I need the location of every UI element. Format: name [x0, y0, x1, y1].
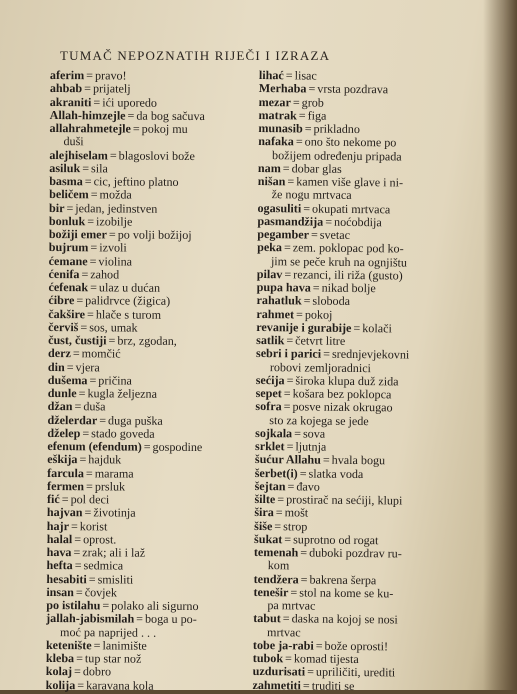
entry-continuation: duši: [63, 134, 84, 149]
entry-definition: posve nizak okrugao: [292, 399, 393, 415]
entry-definition: sloboda: [312, 293, 351, 309]
equals-sign: =: [76, 651, 83, 666]
equals-sign: =: [79, 452, 87, 467]
equals-sign: =: [295, 134, 303, 149]
entry-term: tendžera: [253, 571, 299, 586]
entry-term: Allah-himzejle: [49, 107, 126, 123]
entry-definition: pričina: [98, 373, 132, 388]
entry-definition: pol deci: [70, 492, 110, 507]
equals-sign: =: [303, 200, 311, 216]
equals-sign: =: [75, 584, 83, 599]
equals-sign: =: [315, 638, 323, 653]
entry-term: eškija: [47, 452, 78, 467]
entry-term: ogasuliti: [257, 200, 302, 215]
entry-definition: sedmica: [83, 558, 124, 573]
entry-term: efenum (efendum): [47, 438, 142, 454]
equals-sign: =: [89, 373, 97, 388]
equals-sign: =: [286, 439, 294, 454]
equals-sign: =: [285, 651, 292, 666]
entry-term: pasmandžija: [257, 213, 324, 229]
entry-term: allahrahmetejle: [49, 120, 131, 136]
entry-definition: četvrt litre: [295, 333, 346, 348]
entry-definition: vrsta pozdrava: [317, 81, 389, 97]
entry-term: božiji emer: [48, 226, 107, 242]
equals-sign: =: [283, 386, 291, 401]
entry-term: farcula: [47, 465, 84, 480]
entry-term: tenešir: [253, 584, 289, 600]
entry-definition: stado goveda: [91, 426, 155, 441]
entry-term: hajr: [46, 518, 70, 533]
entry-definition: ljutnja: [295, 439, 327, 454]
entry-term: šejtan: [254, 478, 286, 494]
equals-sign: =: [307, 664, 315, 679]
entry-definition: izvoli: [99, 240, 127, 255]
entry-term: satlik: [256, 332, 285, 348]
entry-continuation: mrtvac: [267, 624, 301, 639]
equals-sign: =: [90, 280, 97, 295]
entry-definition: hajduk: [88, 452, 122, 467]
equals-sign: =: [82, 425, 90, 441]
entry-definition: polako ali sigurno: [111, 598, 199, 614]
entry-term: temenah: [253, 544, 299, 560]
entry-term: uzdurisati: [252, 664, 306, 679]
entry-continuation: sto za kojega se jede: [269, 412, 369, 428]
entry-continuation: božijem određenju pripada: [272, 147, 402, 163]
entry-definition: duga puška: [108, 412, 163, 428]
entry-term: basma: [49, 173, 83, 189]
entry-definition: hvala bogu: [331, 453, 386, 468]
entry-definition: mošt: [284, 505, 309, 520]
entry-definition: zem. poklopac pod ko-: [292, 240, 404, 256]
entry-definition: violina: [98, 253, 133, 269]
entry-term: sofra: [255, 399, 282, 414]
entry-term: insan: [46, 584, 74, 599]
entry-term: bujrum: [48, 240, 89, 255]
entry-definition: oprost.: [83, 531, 117, 547]
entry-term: srklet: [254, 438, 285, 454]
entry-continuation: moć pa naprijed . . .: [60, 624, 157, 640]
equals-sign: =: [325, 214, 333, 229]
equals-sign: =: [72, 346, 80, 361]
entry-term: akraniti: [49, 94, 92, 109]
entry-definition: pokoj mu: [141, 121, 188, 136]
equals-sign: =: [78, 386, 86, 401]
equals-sign: =: [80, 319, 88, 335]
entry-definition: životinja: [93, 505, 136, 520]
equals-sign: =: [283, 399, 291, 414]
entry-term: kleba: [45, 650, 75, 666]
glossary-entry: [252, 678, 460, 693]
entry-definition: prikladno: [313, 121, 361, 137]
entry-definition: grob: [301, 94, 324, 110]
equals-sign: =: [143, 439, 151, 454]
entry-definition: hlače s turom: [95, 306, 162, 322]
entry-definition: korist: [79, 518, 108, 533]
equals-sign: =: [323, 346, 331, 362]
entry-definition: prsluk: [94, 479, 126, 494]
entry-term: jallah-jabismilah: [46, 611, 135, 626]
entry-definition: cic, jeftino platno: [93, 174, 179, 189]
entry-definition: rezanci, ili riža (gusto): [293, 267, 403, 283]
entry-term: kolaj: [45, 664, 73, 679]
entry-definition: bože oprosti!: [324, 638, 389, 654]
equals-sign: =: [88, 571, 96, 586]
entry-definition: dobro: [82, 664, 112, 679]
entry-term: peka: [257, 240, 283, 255]
equals-sign: =: [61, 492, 69, 507]
entry-definition: svetac: [319, 227, 351, 242]
entry-term: hefta: [46, 558, 73, 573]
entry-term: šiše: [254, 518, 273, 533]
equals-sign: =: [294, 426, 302, 441]
equals-sign: =: [74, 531, 82, 546]
entry-definition: čovjek: [84, 585, 118, 600]
entry-term: tabut: [253, 611, 281, 626]
entry-term: sepet: [255, 385, 282, 401]
entry-definition: karavana kola: [86, 677, 154, 693]
equals-sign: =: [300, 571, 308, 587]
equals-sign: =: [108, 333, 116, 348]
entry-definition: duša: [83, 399, 106, 414]
equals-sign: =: [66, 359, 74, 374]
entry-definition: dobar glas: [291, 161, 342, 176]
entry-definition: da bog sačuva: [136, 108, 205, 123]
entry-term: alejhiselam: [49, 147, 108, 162]
entry-definition: pravo!: [94, 68, 127, 83]
entry-term: ketenište: [45, 637, 92, 653]
entry-definition: bakrena šerpa: [309, 572, 377, 587]
entry-definition: zrak; ali i laž: [82, 545, 146, 560]
entry-term: lihać: [258, 68, 284, 83]
equals-sign: =: [284, 267, 292, 282]
entry-definition: upriličiti, urediti: [315, 664, 396, 680]
entry-term: matrak: [258, 107, 297, 123]
equals-sign: =: [84, 81, 92, 96]
entry-definition: zahod: [90, 267, 120, 282]
equals-sign: =: [86, 68, 94, 83]
entry-definition: lisac: [294, 68, 317, 83]
entry-term: džan: [47, 399, 73, 414]
equals-sign: =: [283, 240, 291, 255]
entry-term: šućur Allahu: [254, 452, 321, 467]
entry-definition: momčić: [81, 346, 121, 361]
equals-sign: =: [298, 108, 306, 123]
entry-term: nam: [257, 160, 281, 175]
equals-sign: =: [310, 227, 318, 242]
equals-sign: =: [308, 81, 316, 96]
equals-sign: =: [312, 280, 320, 295]
entry-term: po istilahu: [46, 597, 101, 613]
entry-term: šerbet(i): [254, 465, 298, 480]
glossary-column-left: [46, 69, 260, 693]
equals-sign: =: [73, 664, 81, 679]
entry-definition: noćobdija: [334, 214, 382, 230]
entry-term: fermen: [47, 478, 85, 493]
equals-sign: =: [74, 399, 82, 414]
entry-definition: okupati mrtvaca: [311, 201, 391, 216]
entry-definition: figa: [307, 108, 327, 123]
entry-term: derz: [47, 346, 71, 361]
equals-sign: =: [84, 174, 92, 189]
entry-term: revanije i gurabije: [256, 319, 352, 335]
entry-term: ćibre: [48, 293, 75, 308]
entry-term: šilte: [254, 491, 276, 507]
entry-definition: komad tijesta: [293, 651, 359, 667]
equals-sign: =: [81, 266, 89, 282]
entry-term: munasib: [258, 120, 303, 136]
equals-sign: =: [74, 558, 82, 573]
entry-term: pilav: [256, 266, 283, 282]
entry-definition: vjera: [75, 359, 100, 374]
equals-sign: =: [77, 677, 85, 692]
entry-definition: kugla željezna: [87, 386, 158, 401]
entry-definition: lanimište: [102, 638, 147, 653]
glossary-entry: [46, 678, 256, 693]
equals-sign: =: [85, 479, 93, 494]
equals-sign: =: [127, 108, 135, 123]
glossary-column-right: [252, 69, 467, 694]
entry-term: mezar: [258, 94, 291, 109]
equals-sign: =: [302, 677, 310, 693]
entry-definition: stol na kome se ku-: [299, 585, 394, 601]
entry-term: bir: [48, 200, 65, 215]
entry-definition: košara bez poklopca: [292, 386, 392, 402]
equals-sign: =: [304, 121, 312, 136]
entry-term: rahatluk: [256, 293, 302, 308]
entry-continuation: kom: [267, 558, 290, 573]
entry-continuation: pa mrtvac: [267, 598, 316, 613]
entry-term: bonluk: [48, 213, 86, 228]
entry-definition: nikad bolje: [321, 280, 376, 296]
entry-term: sebri i parici: [255, 346, 322, 361]
equals-sign: =: [93, 638, 101, 653]
entry-term: ćefenak: [48, 279, 89, 295]
equals-sign: =: [287, 479, 295, 494]
equals-sign: =: [84, 505, 92, 520]
entry-definition: jedan, jedinstven: [75, 200, 158, 216]
entry-definition: smisliti: [97, 571, 134, 587]
entry-definition: duboki pozdrav ru-: [309, 545, 402, 561]
equals-sign: =: [275, 505, 283, 520]
equals-sign: =: [292, 94, 300, 109]
entry-term: halal: [46, 531, 73, 546]
entry-term: rahmet: [256, 306, 295, 321]
entry-term: čakšire: [48, 306, 86, 321]
entry-definition: sova: [302, 426, 326, 441]
equals-sign: =: [282, 611, 290, 626]
entry-term: dunle: [47, 385, 77, 401]
equals-sign: =: [109, 147, 117, 162]
entry-definition: suprotno od rogat: [293, 532, 379, 548]
equals-sign: =: [295, 306, 303, 321]
entry-continuation: robovi zemljoradnici: [269, 359, 372, 375]
entry-term: kolija: [45, 677, 76, 692]
entry-term: šira: [254, 505, 274, 520]
entry-continuation: že nogu mrtvaca: [271, 187, 352, 203]
entry-definition: pokoj: [304, 306, 333, 322]
entry-definition: blagoslovi bože: [118, 147, 195, 163]
entry-term: ahbab: [49, 81, 83, 96]
equals-sign: =: [132, 121, 140, 136]
equals-sign: =: [90, 187, 98, 202]
equals-sign: =: [99, 412, 107, 427]
equals-sign: =: [82, 160, 90, 176]
equals-sign: =: [73, 545, 81, 560]
entry-definition: slatka voda: [308, 466, 364, 481]
equals-sign: =: [89, 253, 97, 268]
entry-term: nišan: [257, 173, 286, 189]
entry-term: tubok: [252, 650, 284, 666]
entry-term: asiluk: [49, 160, 81, 175]
equals-sign: =: [285, 68, 293, 83]
equals-sign: =: [102, 598, 110, 613]
entry-definition: po volji božijoj: [117, 227, 192, 242]
entry-term: zahmetiti: [252, 677, 301, 692]
entry-term: fić: [46, 491, 60, 507]
entry-definition: široka klupa duž zida: [295, 373, 399, 389]
entry-term: ćemane: [48, 253, 88, 268]
entry-definition: izobilje: [96, 214, 133, 229]
equals-sign: =: [277, 492, 285, 507]
entry-definition: možda: [99, 187, 132, 202]
entry-definition: đavo: [296, 479, 320, 494]
entry-term: dželep: [47, 425, 81, 440]
entry-definition: ono što nekome po: [304, 134, 397, 150]
entry-definition: gospodine: [152, 439, 203, 455]
equals-sign: =: [353, 320, 361, 335]
entry-term: hesabiti: [46, 571, 87, 586]
entry-definition: kolači: [362, 320, 392, 336]
entry-definition: ulaz u dućan: [98, 280, 161, 295]
entry-definition: truditi se: [311, 678, 355, 693]
entry-term: ćenifa: [48, 266, 80, 281]
equals-sign: =: [93, 94, 101, 109]
entry-term: sojkala: [255, 425, 293, 441]
equals-sign: =: [108, 227, 116, 242]
entry-definition: prostirač na sećiji, klupi: [286, 492, 403, 508]
page-title: TUMAČ NEPOZNATIH RIJEČI I IZRAZA: [60, 48, 331, 63]
book-spine-shadow: [483, 0, 517, 690]
entry-definition: palidrvce (žigica): [85, 293, 171, 309]
equals-sign: =: [303, 293, 311, 308]
equals-sign: =: [90, 240, 98, 255]
entry-definition: strop: [283, 518, 308, 534]
entry-definition: ići uporedo: [102, 94, 158, 110]
entry-term: hajvan: [46, 505, 83, 520]
entry-term: nafaka: [258, 134, 294, 149]
entry-definition: marama: [94, 465, 134, 481]
equals-sign: =: [286, 373, 294, 388]
equals-sign: =: [85, 465, 93, 480]
entry-term: tobe ja-rabi: [252, 637, 314, 653]
entry-term: šukat: [254, 531, 283, 547]
equals-sign: =: [286, 333, 294, 348]
equals-sign: =: [287, 174, 295, 189]
entry-definition: prijatelj: [92, 81, 131, 96]
entry-definition: tup star nož: [84, 651, 142, 666]
equals-sign: =: [284, 532, 292, 547]
entry-definition: kamen više glave i ni-: [296, 174, 404, 190]
entry-term: sećija: [255, 372, 285, 388]
equals-sign: =: [282, 161, 290, 176]
equals-sign: =: [300, 545, 308, 560]
entry-continuation: jim se peče kruh na ognjištu: [270, 253, 408, 270]
equals-sign: =: [70, 518, 78, 533]
entry-term: pupa hava: [256, 279, 311, 295]
entry-term: čust, čustiji: [48, 332, 107, 348]
entry-term: aferim: [49, 68, 85, 83]
entry-term: dušema: [47, 372, 88, 388]
entry-definition: daska na kojoj se nosi: [291, 611, 398, 627]
entry-term: din: [47, 359, 65, 374]
entry-definition: brz, zgodan,: [117, 333, 177, 348]
equals-sign: =: [290, 585, 298, 600]
equals-sign: =: [299, 465, 307, 481]
equals-sign: =: [136, 611, 144, 626]
entry-definition: sila: [91, 161, 108, 176]
equals-sign: =: [322, 452, 330, 468]
equals-sign: =: [66, 200, 74, 215]
equals-sign: =: [86, 306, 94, 321]
entry-term: Merhaba: [258, 81, 307, 96]
entry-term: pegamber: [257, 226, 310, 242]
equals-sign: =: [76, 293, 84, 308]
entry-term: červiš: [48, 319, 79, 334]
entry-definition: sos, umak: [89, 320, 138, 335]
equals-sign: =: [274, 518, 282, 533]
entry-term: dželerdar: [47, 412, 98, 427]
entry-definition: boga u po-: [144, 611, 197, 627]
equals-sign: =: [87, 214, 95, 229]
entry-definition: srednjevjekovni: [331, 347, 410, 362]
entry-term: hava: [46, 544, 72, 560]
entry-term: beličem: [49, 187, 89, 202]
